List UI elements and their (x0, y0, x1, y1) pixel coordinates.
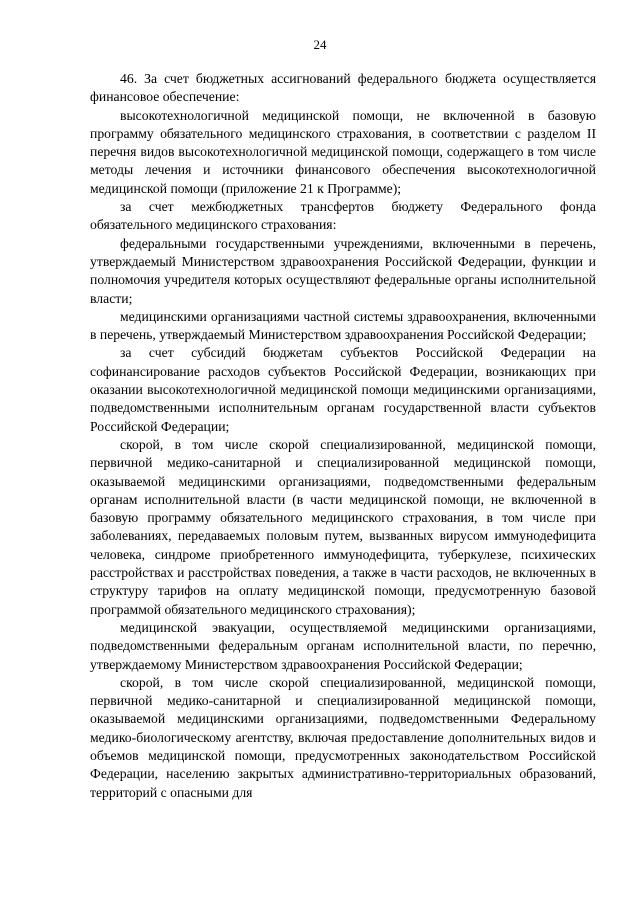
document-body (90, 70, 596, 802)
paragraph-emergency-care-federal: скорой, в том числе скорой специализированной, медицинской помощи, первичной медико-санитарной и специализированной медицинской помощи, оказываемой медицинскими организациями, подведомственными федеральным органам исполнительной власти (в части медицинской помощи, не включенной в базовую программу обязательного медицинского страхования, в том числе при заболеваниях, передаваемых половым путем, вызванных вирусом иммунодефицита человека, синдроме приобретенного иммунодефицита, туберкулезе, психических расстройствах и расстройствах поведения, а также в части расходов, не включенных в структуру тарифов на оплату медицинской помощи, предусмотренную базовой программой обязательного медицинского страхования); (90, 436, 596, 617)
paragraph-private-organizations: медицинскими организациями частной системы здравоохранения, включенными в перечень, утверждаемый Министерством здравоохранения Российской Федерации; (90, 308, 596, 343)
paragraph-medical-evacuation: медицинской эвакуации, осуществляемой медицинскими организациями, подведомственными федеральным органам исполнительной власти, по перечню, утверждаемому Министерством здравоохранения Российской Федерации; (90, 619, 596, 672)
paragraph-federal-institutions: федеральными государственными учреждениями, включенными в перечень, утверждаемый Министерством здравоохранения Российской Федерации, функции и полномочия учредителя которых осуществляют федеральные органы исполнительной власти; (90, 235, 596, 306)
page-number: 24 (313, 37, 327, 52)
paragraph-high-tech-care: высокотехнологичной медицинской помощи, не включенной в базовую программу обязательного медицинского страхования, в соответствии с разделом II перечня видов высокотехнологичной медицинской помощи, содержащего в том числе методы лечения и источники финансового обеспечения высокотехнологичной медицинской помощи (приложение 21 к Программе); (90, 107, 596, 196)
paragraph-regional-subsidies: за счет субсидий бюджетам субъектов Российской Федерации на софинансирование расходов субъектов Российской Федерации, возникающих при оказании высокотехнологичной медицинской помощи медицинскими организациями, подведомственными исполнительным органам государственной власти субъектов Российской Федерации; (90, 345, 596, 434)
paragraph-emergency-care-fmba: скорой, в том числе скорой специализированной, медицинской помощи, первичной медико-санитарной и специализированной медицинской помощи, оказываемой медицинскими организациями, подведомственными Федеральному медико-биологическому агентству, включая предоставление дополнительных видов и объемов медицинской помощи, предусмотренных законодательством Российской Федерации, населению закрытых административно-территориальных образований, территорий с опасными для (90, 674, 596, 800)
paragraph-interbudget-transfers: за счет межбюджетных трансфертов бюджету Федерального фонда обязательного медицинского страхования: (90, 199, 596, 233)
paragraph-46-intro: 46. За счет бюджетных ассигнований федерального бюджета осуществляется финансовое обеспечение: (90, 71, 596, 105)
